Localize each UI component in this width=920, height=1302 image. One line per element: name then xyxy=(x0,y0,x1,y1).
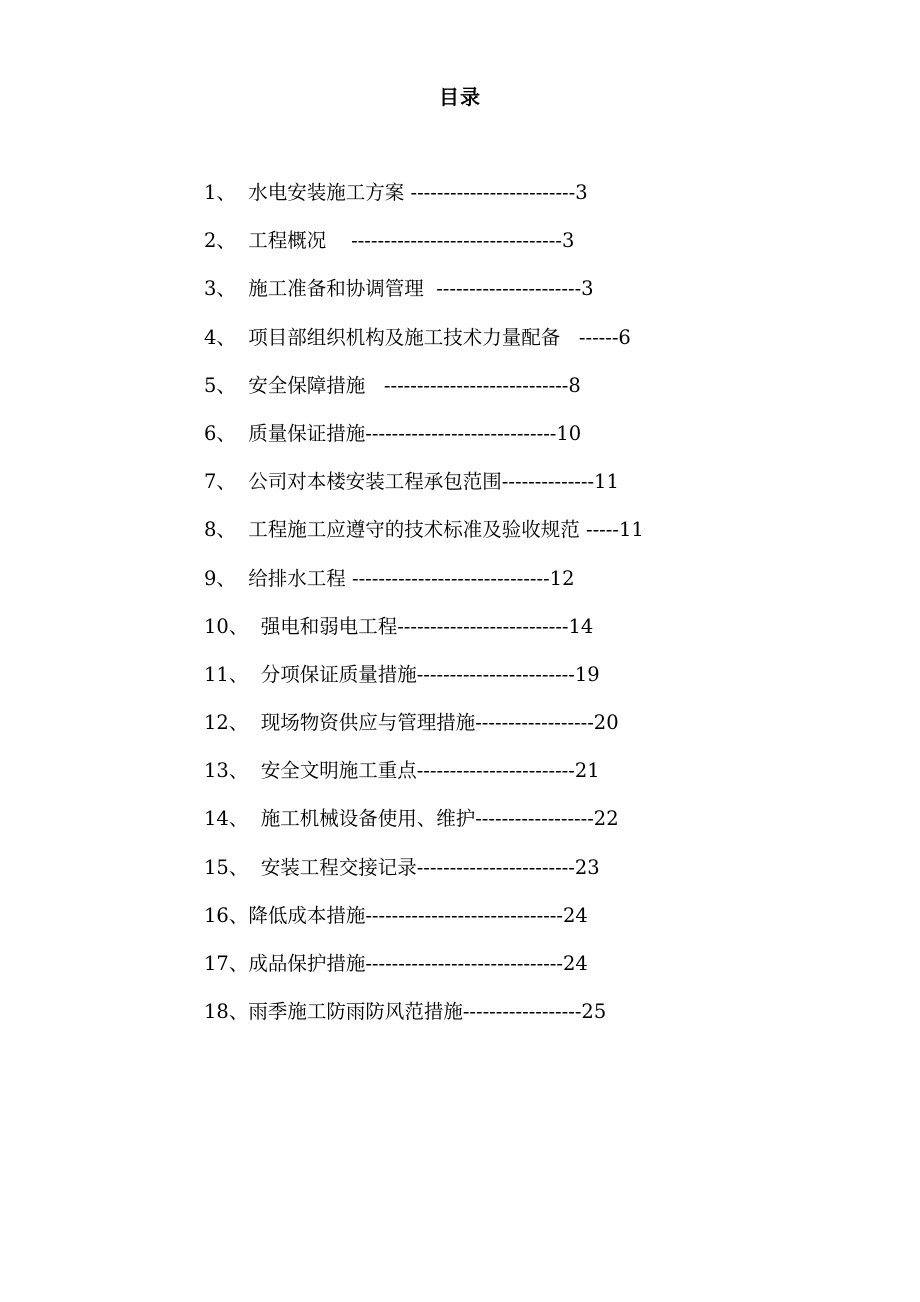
toc-entry-text: 12、 现场物资供应与管理措施------------------20 xyxy=(204,711,619,735)
toc-entry-text: 17、成品保护措施------------------------------24 xyxy=(204,952,588,975)
toc-entry xyxy=(204,901,702,949)
toc-entry-text: 3、 施工准备和协调管理 ----------------------3 xyxy=(204,277,594,301)
toc-entry-text: 5、 安全保障措施 ----------------------------8 xyxy=(204,373,581,397)
toc-title: 目录 xyxy=(439,85,481,109)
toc-entry-text: 7、 公司对本楼安装工程承包范围--------------11 xyxy=(204,470,619,494)
toc-entry xyxy=(204,419,702,467)
toc-entry-text: 6、 质量保证措施-----------------------------10 xyxy=(204,421,582,445)
toc-entry xyxy=(204,371,702,419)
toc-entry xyxy=(204,564,702,612)
toc-entry xyxy=(204,804,702,852)
toc-entry-text: 18、雨季施工防雨防风范措施------------------25 xyxy=(204,1000,607,1024)
toc-entry xyxy=(204,612,702,660)
toc-entry xyxy=(204,274,702,322)
toc-entry-text: 4、 项目部组织机构及施工技术力量配备 ------6 xyxy=(204,325,631,349)
toc-entry xyxy=(204,949,702,997)
toc-entry xyxy=(204,226,702,274)
toc-entry-text: 15、 安装工程交接记录------------------------23 xyxy=(204,855,600,879)
toc-entry-text: 8、 工程施工应遵守的技术标准及验收规范 -----11 xyxy=(204,518,644,542)
toc-entry-text: 11、 分项保证质量措施------------------------19 xyxy=(204,662,600,686)
toc-entry-text: 9、 给排水工程 ------------------------------12 xyxy=(204,566,575,590)
toc-entry xyxy=(204,997,702,1045)
toc-entry xyxy=(204,853,702,901)
toc-entry xyxy=(204,756,702,804)
toc-entry-text: 2、 工程概况 --------------------------------3 xyxy=(204,229,575,253)
toc-entry xyxy=(204,467,702,515)
toc-entry-text: 16、降低成本措施------------------------------24 xyxy=(204,903,588,927)
toc-entry-text: 1、 水电安装施工方案 -------------------------3 xyxy=(204,181,588,204)
toc-entry-text: 13、 安全文明施工重点------------------------21 xyxy=(204,759,600,783)
toc-entry-text: 10、 强电和弱电工程--------------------------14 xyxy=(204,614,594,638)
toc-entry xyxy=(204,708,702,756)
toc-entry-text: 14、 施工机械设备使用、维护------------------22 xyxy=(204,807,619,831)
toc-entry xyxy=(204,323,702,371)
toc-entry xyxy=(204,660,702,708)
toc-entry xyxy=(204,515,702,563)
toc-entry xyxy=(204,178,702,226)
toc-list xyxy=(204,178,702,1045)
